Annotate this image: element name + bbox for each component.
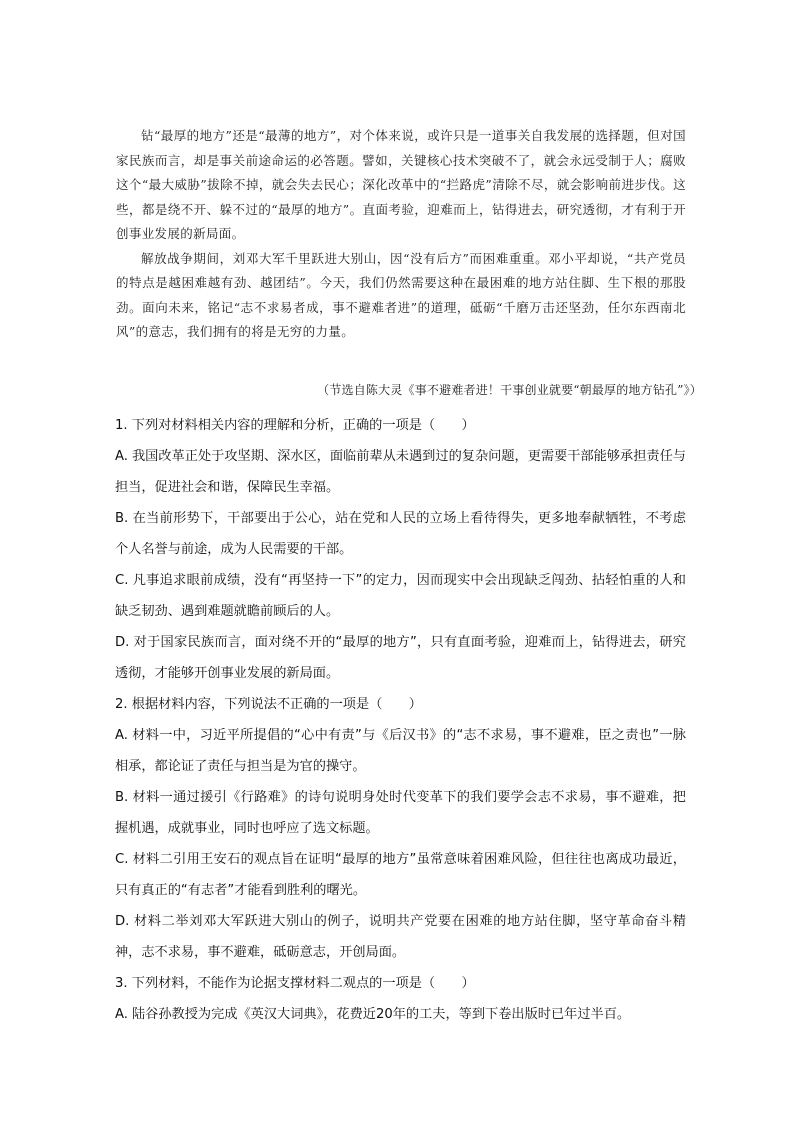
question-list bbox=[115, 410, 686, 1030]
question-block bbox=[115, 410, 686, 689]
option-text: 我国改革正处于攻坚期、深水区，面临前辈从未遇到过的复杂问题，更需要干部能够承担责任与担当，促进社会和谐，保障民生幸福。 bbox=[115, 449, 686, 495]
option-letter: D. bbox=[115, 635, 130, 650]
question-block bbox=[115, 968, 686, 1030]
answer-option bbox=[115, 844, 686, 906]
passage-paragraph: 钻“最厚的地方”还是“最薄的地方”，对个体来说，或许只是一道事关自我发展的选择题，但对国家民族而言，却是事关前途命运的必答题。譬如，关键核心技术突破不了，就会永远受制于人；腐败这个“最大威胁”拔除不掉，就会失去民心；深化改革中的“拦路虎”清除不尽，就会影响前进步伐。这些，都是绕不开、躲不过的“最厚的地方”。直面考验，迎难而上，钻得进去，研究透彻，才有利于开创事业发展的新局面。 bbox=[116, 128, 686, 241]
option-text: 对于国家民族而言，面对绕不开的“最厚的地方”，只有直面考验，迎难而上，钻得进去，研究透彻，才能够开创事业发展的新局面。 bbox=[115, 635, 686, 681]
option-letter: B. bbox=[115, 790, 129, 805]
option-text: 凡事追求眼前成绩，没有“再坚持一下”的定力，因而现实中会出现缺乏闯劲、拈轻怕重的人和缺乏韧劲、遇到难题就瞻前顾后的人。 bbox=[115, 573, 686, 619]
answer-option bbox=[115, 503, 686, 565]
option-letter: C. bbox=[115, 852, 129, 867]
option-letter: A. bbox=[115, 449, 128, 464]
question-stem: 3. 下列材料，不能作为论据支撑材料二观点的一项是（ ） bbox=[115, 976, 475, 991]
option-letter: A. bbox=[115, 728, 128, 743]
option-text: 材料一通过援引《行路难》的诗句说明身处时代变革下的我们要学会志不求易，事不避难，把握机遇，成就事业，同时也呼应了选文标题。 bbox=[115, 790, 686, 836]
question-stem: 1. 下列对材料相关内容的理解和分析，正确的一项是（ ） bbox=[115, 418, 475, 433]
option-text: 材料二举刘邓大军跃进大别山的例子，说明共产党要在困难的地方站住脚，坚守革命奋斗精神，志不求易，事不避难，砥砺意志，开创局面。 bbox=[115, 914, 686, 960]
answer-option bbox=[115, 999, 686, 1030]
option-text: 材料一中，习近平所提倡的“心中有责”与《后汉书》的“志不求易，事不避难，臣之责也”一脉相承，都论证了责任与担当是为官的操守。 bbox=[115, 728, 686, 774]
reading-passage bbox=[116, 124, 686, 345]
passage-paragraph: 解放战争期间，刘邓大军千里跃进大别山，因“没有后方”而困难重重。邓小平却说，“共产党员的特点是越困难越有劲、越团结”。今天，我们仍然需要这种在最困难的地方站住脚、生下根的那股劲。面向未来，铭记“志不求易者成，事不避难者进”的道理，砥砺“千磨万击还坚劲，任尔东西南北风”的意志，我们拥有的将是无穷的力量。 bbox=[116, 250, 686, 339]
option-letter: D. bbox=[115, 914, 130, 929]
question-stem: 2. 根据材料内容，下列说法不正确的一项是（ ） bbox=[115, 697, 422, 712]
answer-option bbox=[115, 906, 686, 968]
option-text: 在当前形势下，干部要出于公心，站在党和人民的立场上看待得失，更多地奉献牺牲，不考虑个人名誉与前途，成为人民需要的干部。 bbox=[115, 511, 686, 557]
option-letter: B. bbox=[115, 511, 129, 526]
answer-option bbox=[115, 782, 686, 844]
answer-option bbox=[115, 441, 686, 503]
question-block bbox=[115, 689, 686, 968]
option-text: 陆谷孙教授为完成《英汉大词典》，花费近20年的工夫，等到下卷出版时已年过半百。 bbox=[131, 1007, 631, 1022]
option-text: 材料二引用王安石的观点旨在证明“最厚的地方”虽常意味着困难风险，但往往也离成功最近，只有真正的“有志者”才能看到胜利的曙光。 bbox=[115, 852, 686, 898]
option-letter: A. bbox=[115, 1007, 128, 1022]
answer-option bbox=[115, 565, 686, 627]
passage-source-citation: （节选自陈大灵《事不避难者进！干事创业就要“朝最厚的地方钻孔”》） bbox=[317, 383, 702, 397]
answer-option bbox=[115, 627, 686, 689]
answer-option bbox=[115, 720, 686, 782]
option-letter: C. bbox=[115, 573, 129, 588]
